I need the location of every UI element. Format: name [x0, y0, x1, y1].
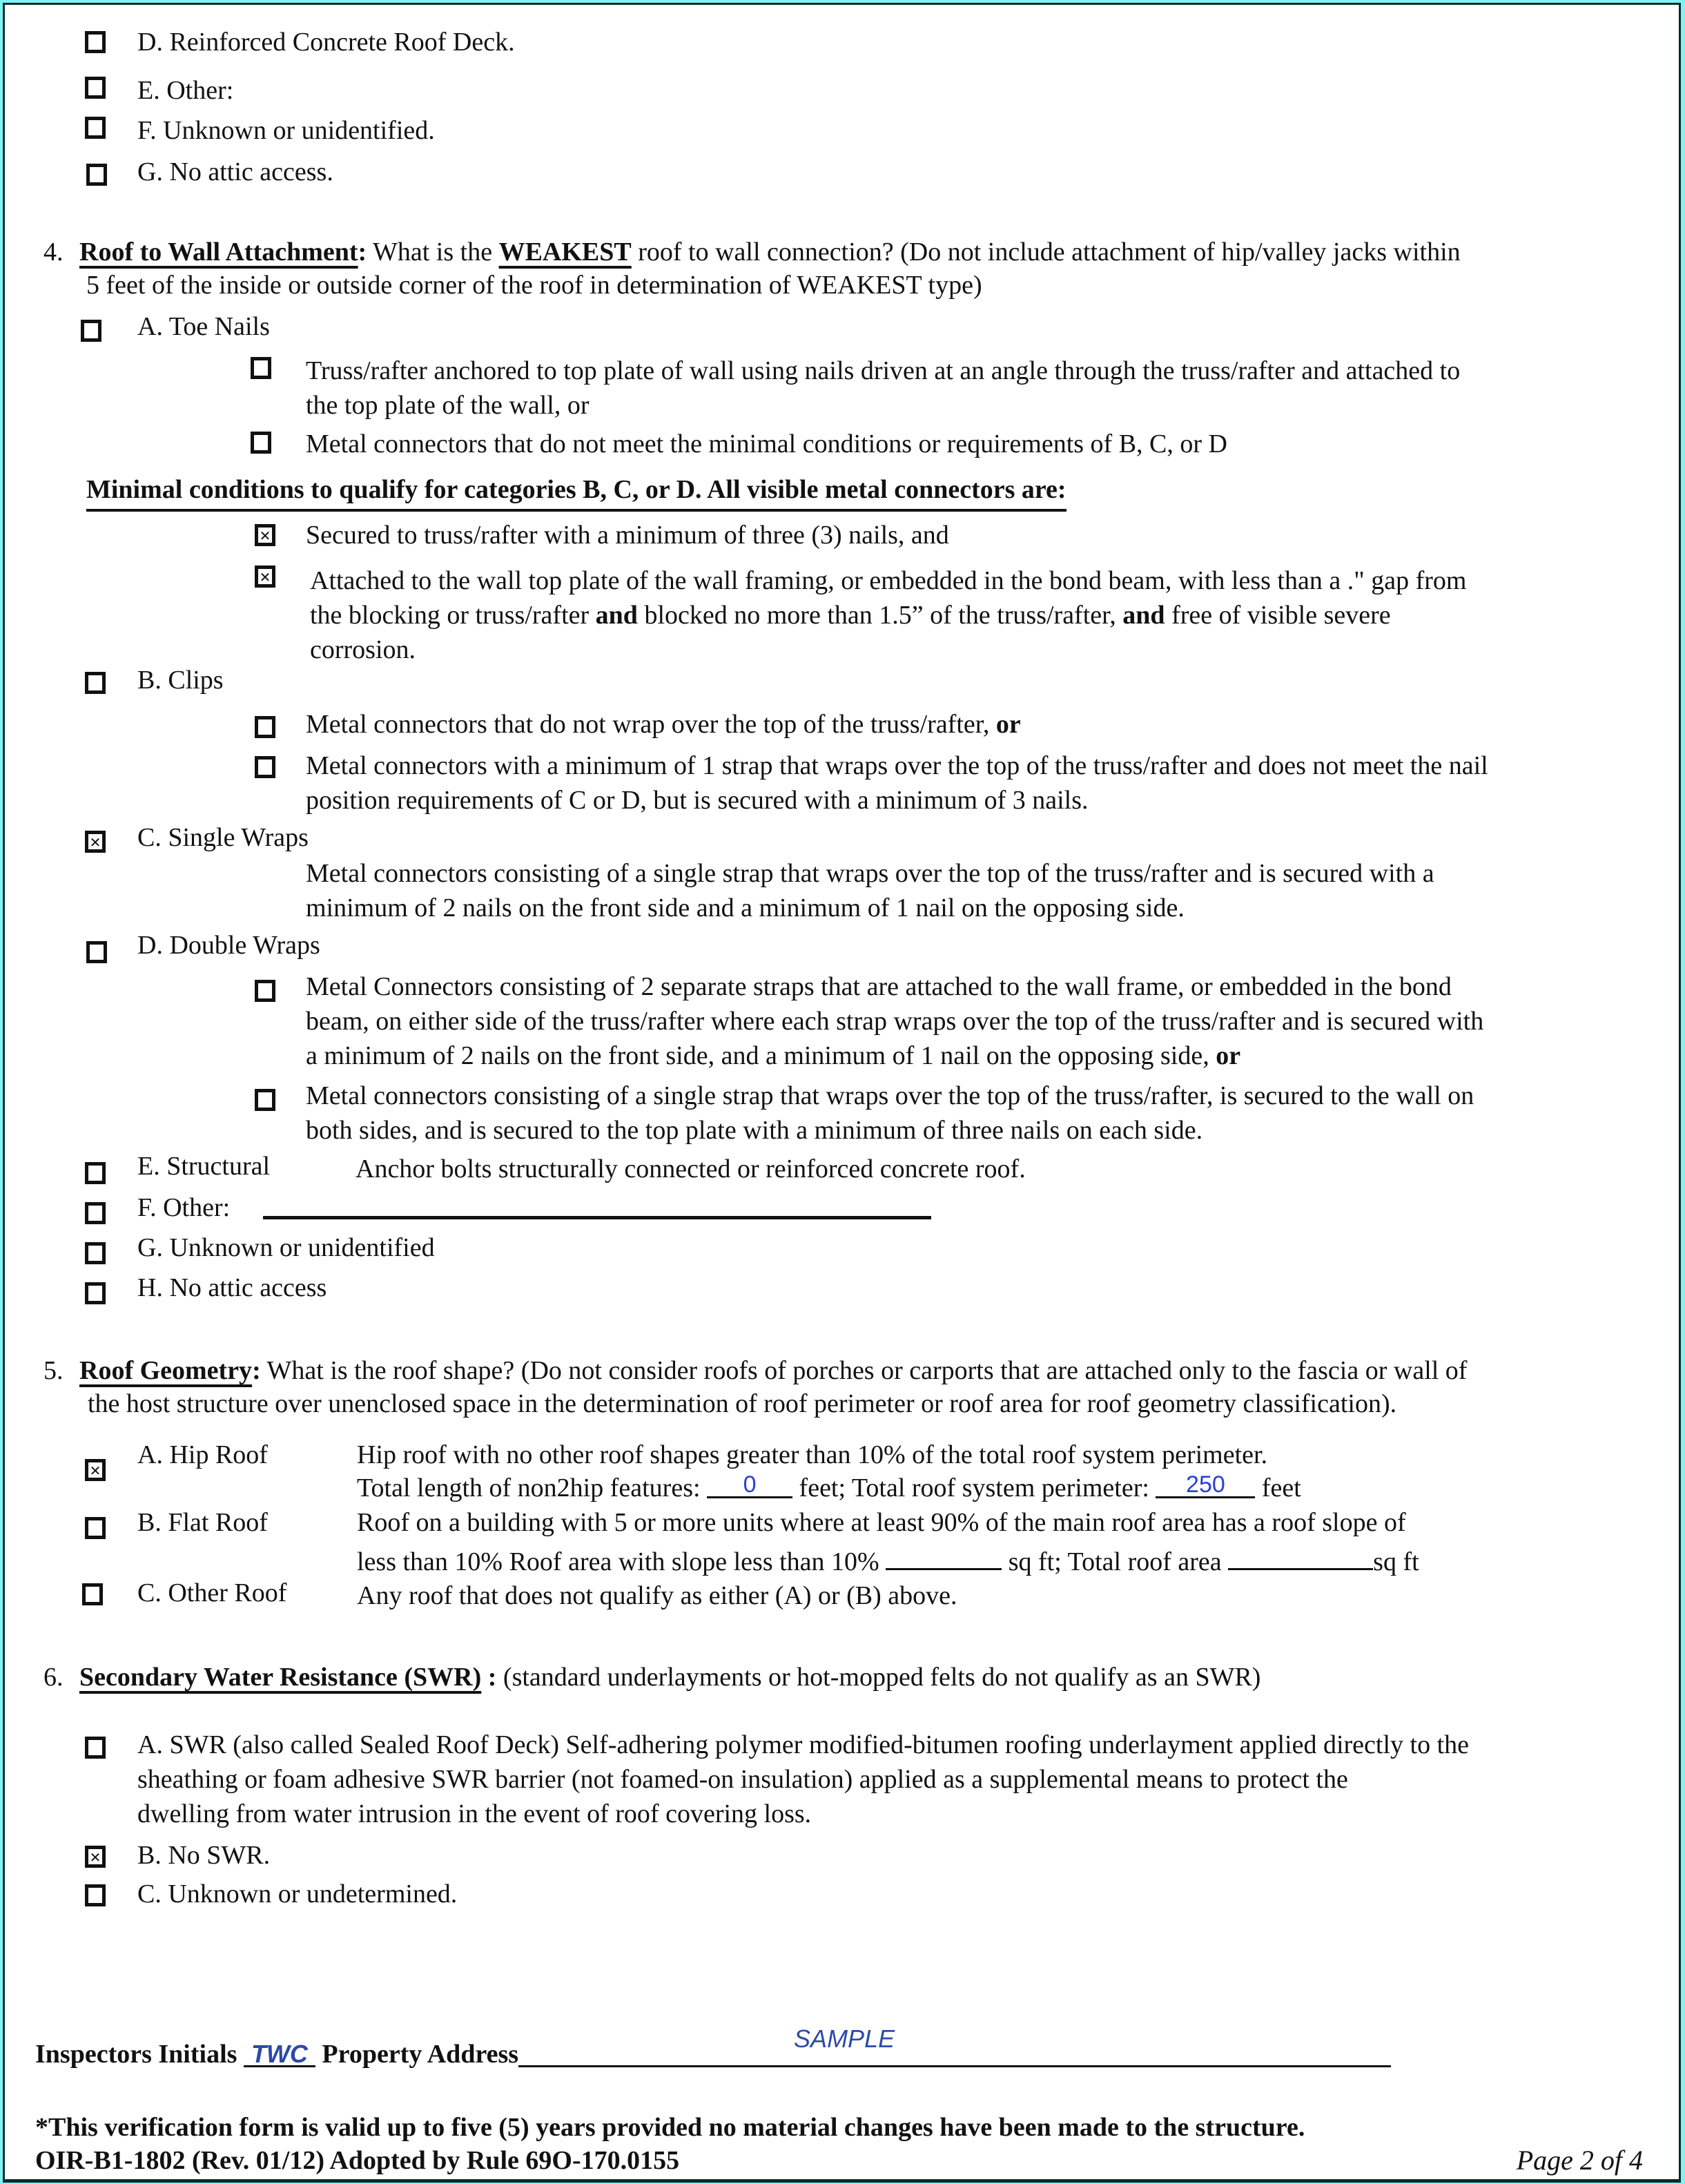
section-note: (standard underlayments or hot-mopped felts do not qualify as an SWR): [496, 1663, 1261, 1692]
checkbox-6b-no-swr[interactable]: [85, 1846, 106, 1868]
checkbox-5b-flat-roof[interactable]: [85, 1517, 106, 1539]
emphasis-weakest: WEAKEST: [498, 238, 632, 267]
checkbox-3g[interactable]: [86, 164, 107, 186]
option-4b-sub2-text: Metal connectors with a minimum of 1 strap that wraps over the top of the truss/rafter and does not meet the nail: [306, 751, 1488, 780]
option-4d-sub1-text-3: a minimum of 2 nails on the front side, and a minimum of 1 nail on the opposing side, or: [306, 1041, 1241, 1070]
option-4g-label: G. Unknown or unidentified: [137, 1233, 435, 1262]
section-5-question: 5. Roof Geometry: What is the roof shape? (Do not consider roofs of porches or carports that are attached only to the fascia or wall of: [43, 1356, 1468, 1385]
option-4c-label: C. Single Wraps: [137, 823, 309, 852]
section-title: Roof to Wall Attachment: [79, 238, 358, 267]
option-4b-sub1-text: Metal connectors that do not wrap over the top of the truss/rafter, or: [306, 710, 1021, 739]
checkbox-4b-clips[interactable]: [85, 672, 106, 694]
minimal-conditions-heading: Minimal conditions to qualify for categories B, C, or D. All visible metal connectors are:: [86, 473, 1066, 512]
question-text-cont: roof to wall connection? (Do not include attachment of hip/valley jacks within: [631, 238, 1461, 267]
option-5a-text: Hip roof with no other roof shapes greater than 10% of the total roof system perimeter.: [357, 1440, 1268, 1469]
option-6a-text: A. SWR (also called Sealed Roof Deck) Self-adhering polymer modified-bitumen roofing underlayment applied directly to the: [137, 1730, 1470, 1759]
minimal-2-text-2: the blocking or truss/rafter and blocked no more than 1.5” of the truss/rafter, and free of visible severe: [310, 601, 1391, 630]
option-4f-other-field[interactable]: [263, 1212, 931, 1219]
checkbox-minimal-1[interactable]: [255, 524, 275, 546]
option-4d-sub1-text-2: beam, on either side of the truss/rafter where each strap wraps over the top of the truss/rafter and is secured with: [306, 1007, 1484, 1036]
option-3f-label: F. Unknown or unidentified.: [137, 116, 435, 145]
section-6-question: 6. Secondary Water Resistance (SWR) : (standard underlayments or hot-mopped felts do not qualify as an SWR): [43, 1663, 1261, 1692]
section-number: 4.: [43, 238, 64, 267]
option-5c-label: C. Other Roof: [137, 1578, 287, 1607]
option-4a-sub1-text-2: the top plate of the wall, or: [306, 391, 590, 420]
checkbox-4b-sub2[interactable]: [255, 756, 275, 778]
option-4c-text: Metal connectors consisting of a single strap that wraps over the top of the truss/rafter and is secured with a: [306, 859, 1434, 888]
form-page: [3, 3, 1681, 2183]
checkbox-4d-double-wraps[interactable]: [86, 941, 107, 963]
option-4f-label: F. Other:: [137, 1193, 231, 1222]
total-roof-area-field[interactable]: [1228, 1543, 1373, 1570]
checkbox-4c-single-wraps[interactable]: [85, 831, 106, 853]
title-colon: :: [358, 238, 367, 267]
checkbox-4h-no-attic[interactable]: [85, 1282, 106, 1304]
option-4a-sub2-text: Metal connectors that do not meet the minimal conditions or requirements of B, C, or D: [306, 429, 1227, 458]
option-3d-label: D. Reinforced Concrete Roof Deck.: [137, 28, 515, 57]
checkbox-5c-other-roof[interactable]: [82, 1583, 103, 1605]
option-6b-label: B. No SWR.: [137, 1841, 271, 1870]
checkbox-3f[interactable]: [85, 117, 106, 139]
initials-field[interactable]: TWC: [244, 2038, 315, 2067]
minimal-1-text: Secured to truss/rafter with a minimum of three (3) nails, and: [306, 521, 949, 550]
option-5a-label: A. Hip Roof: [137, 1440, 268, 1469]
option-6a-text-2: sheathing or foam adhesive SWR barrier (not foamed-on insulation) applied as a supplemental means to protect the: [137, 1765, 1348, 1794]
checkbox-4f-other[interactable]: [85, 1202, 106, 1224]
option-4a-label: A. Toe Nails: [137, 312, 270, 341]
address-label: Property Address: [315, 2040, 519, 2069]
checkbox-4a-sub2[interactable]: [251, 432, 271, 454]
inspector-initials-row: [35, 2024, 1391, 2071]
section-5-question-line2: the host structure over unenclosed space in the determination of roof perimeter or roof area for roof geometry classification).: [88, 1389, 1397, 1418]
minimal-2-text: Attached to the wall top plate of the wall framing, or embedded in the bond beam, with less than a ." gap from: [310, 566, 1467, 595]
minimal-2-text-3: corrosion.: [310, 635, 416, 664]
low-slope-area-field[interactable]: [886, 1543, 1002, 1570]
page-number: Page 2 of 4: [1516, 2145, 1643, 2176]
nonhip-length-field[interactable]: 0: [707, 1471, 792, 1498]
checkbox-6c-unknown[interactable]: [85, 1884, 106, 1906]
section-title: Roof Geometry: [79, 1356, 253, 1385]
checkbox-4b-sub1[interactable]: [255, 716, 275, 738]
option-4d-label: D. Double Wraps: [137, 931, 320, 960]
option-4c-text-2: minimum of 2 nails on the front side and a minimum of 1 nail on the opposing side.: [306, 893, 1185, 922]
form-id: OIR-B1-1802 (Rev. 01/12) Adopted by Rule 69O-170.0155: [35, 2146, 680, 2175]
option-4d-sub2-text-2: both sides, and is secured to the top plate with a minimum of three nails on each side.: [306, 1116, 1203, 1145]
checkbox-5a-hip-roof[interactable]: [85, 1459, 106, 1481]
section-title: Secondary Water Resistance (SWR): [79, 1663, 482, 1692]
section-number: 6.: [43, 1663, 64, 1692]
section-4-question-line2: 5 feet of the inside or outside corner of the roof in determination of WEAKEST type): [86, 271, 982, 300]
option-5c-text: Any roof that does not qualify as either (A) or (B) above.: [357, 1581, 957, 1610]
option-6c-label: C. Unknown or undetermined.: [137, 1879, 458, 1908]
option-5a-text-2: Total length of non2hip features: 0 feet; Total roof system perimeter: 250 feet: [357, 1471, 1301, 1502]
checkbox-4d-sub2[interactable]: [255, 1089, 275, 1111]
option-4e-desc: Anchor bolts structurally connected or reinforced concrete roof.: [355, 1154, 1026, 1183]
option-4e-label: E. Structural: [137, 1152, 271, 1181]
checkbox-minimal-2[interactable]: [255, 566, 275, 588]
checkbox-4g-unknown[interactable]: [85, 1242, 106, 1264]
property-address-field[interactable]: SAMPLE: [518, 2038, 1391, 2067]
question-text: What is the: [367, 238, 499, 267]
option-5b-text: Roof on a building with 5 or more units where at least 90% of the main roof area has a roof slope of: [357, 1508, 1406, 1537]
option-5b-label: B. Flat Roof: [137, 1508, 268, 1537]
checkbox-3e[interactable]: [85, 77, 106, 99]
option-3e-label: E. Other:: [137, 76, 234, 105]
section-4-question: [43, 235, 1461, 269]
initials-label: Inspectors Initials: [35, 2040, 244, 2069]
checkbox-4a-toe-nails[interactable]: [81, 320, 101, 342]
checkbox-4a-sub1[interactable]: [251, 357, 271, 379]
option-6a-text-3: dwelling from water intrusion in the event of roof covering loss.: [137, 1799, 812, 1828]
checkbox-6a-swr[interactable]: [85, 1737, 106, 1759]
option-4d-sub1-text: Metal Connectors consisting of 2 separate straps that are attached to the wall frame, or embedded in the bond: [306, 972, 1452, 1001]
option-4d-sub2-text: Metal connectors consisting of a single strap that wraps over the top of the truss/rafter, is secured to the wall on: [306, 1081, 1474, 1110]
option-4b-sub2-text-2: position requirements of C or D, but is secured with a minimum of 3 nails.: [306, 786, 1089, 815]
option-4h-label: H. No attic access: [137, 1273, 327, 1302]
section-number: 5.: [43, 1356, 64, 1385]
option-5b-text-2: less than 10% Roof area with slope less than 10% sq ft; Total roof area sq ft: [357, 1543, 1419, 1578]
option-4b-label: B. Clips: [137, 666, 224, 695]
checkbox-4d-sub1[interactable]: [255, 980, 275, 1002]
checkbox-3d[interactable]: [85, 31, 106, 53]
option-4a-sub1-text: Truss/rafter anchored to top plate of wall using nails driven at an angle through the truss/rafter and attached to: [306, 356, 1461, 385]
question-text: What is the roof shape? (Do not consider roofs of porches or carports that are attached only to the fascia or wall of: [260, 1356, 1468, 1385]
perimeter-field[interactable]: 250: [1156, 1471, 1255, 1498]
checkbox-4e-structural[interactable]: [85, 1162, 106, 1184]
validity-note: *This verification form is valid up to five (5) years provided no material changes have been made to the structure.: [35, 2113, 1305, 2142]
option-3g-label: G. No attic access.: [137, 157, 333, 186]
